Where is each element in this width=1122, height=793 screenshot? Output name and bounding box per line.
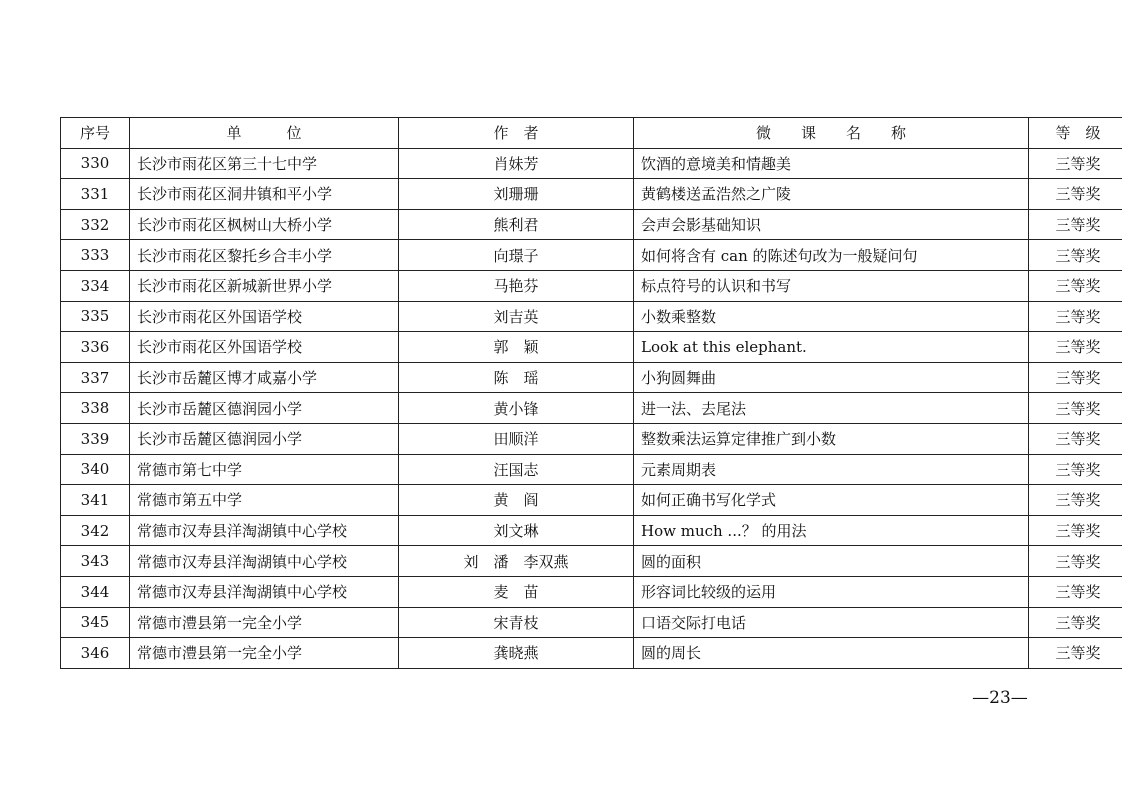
cell-title: 形容词比较级的运用 <box>634 576 1029 607</box>
cell-unit: 常德市汉寿县洋淘湖镇中心学校 <box>130 576 399 607</box>
cell-author: 刘珊珊 <box>399 179 634 210</box>
table-row <box>61 209 1122 240</box>
cell-author: 宋青枝 <box>399 607 634 638</box>
table-row <box>61 607 1122 638</box>
cell-author: 田顺洋 <box>399 423 634 454</box>
header-grade: 等 级 <box>1029 118 1122 149</box>
cell-unit: 长沙市岳麓区德润园小学 <box>130 423 399 454</box>
cell-grade: 三等奖 <box>1029 270 1122 301</box>
cell-author: 刘 潘 李双燕 <box>399 546 634 577</box>
cell-title: 标点符号的认识和书写 <box>634 270 1029 301</box>
cell-title: 会声会影基础知识 <box>634 209 1029 240</box>
cell-grade: 三等奖 <box>1029 576 1122 607</box>
table-header-row <box>61 118 1122 149</box>
cell-title: 如何正确书写化学式 <box>634 485 1029 516</box>
cell-grade: 三等奖 <box>1029 515 1122 546</box>
table-row <box>61 546 1122 577</box>
table-row <box>61 393 1122 424</box>
cell-index: 342 <box>61 515 130 546</box>
cell-author: 熊利君 <box>399 209 634 240</box>
page-number: —23— <box>972 688 1028 708</box>
cell-index: 334 <box>61 270 130 301</box>
cell-grade: 三等奖 <box>1029 423 1122 454</box>
cell-title: 圆的周长 <box>634 638 1029 669</box>
table-body <box>61 148 1122 668</box>
cell-author: 黄 阎 <box>399 485 634 516</box>
cell-unit: 长沙市雨花区第三十七中学 <box>130 148 399 179</box>
cell-author: 汪国志 <box>399 454 634 485</box>
cell-index: 346 <box>61 638 130 669</box>
cell-title: 圆的面积 <box>634 546 1029 577</box>
cell-title: 元素周期表 <box>634 454 1029 485</box>
cell-grade: 三等奖 <box>1029 546 1122 577</box>
cell-index: 336 <box>61 332 130 363</box>
cell-unit: 长沙市岳麓区德润园小学 <box>130 393 399 424</box>
table-row <box>61 270 1122 301</box>
cell-index: 343 <box>61 546 130 577</box>
cell-index: 337 <box>61 362 130 393</box>
table-row <box>61 485 1122 516</box>
cell-unit: 长沙市岳麓区博才咸嘉小学 <box>130 362 399 393</box>
cell-author: 龚晓燕 <box>399 638 634 669</box>
header-unit: 单 位 <box>130 118 399 149</box>
cell-grade: 三等奖 <box>1029 148 1122 179</box>
cell-unit: 常德市汉寿县洋淘湖镇中心学校 <box>130 546 399 577</box>
cell-author: 肖妹芳 <box>399 148 634 179</box>
cell-title: Look at this elephant. <box>634 332 1029 363</box>
cell-unit: 常德市澧县第一完全小学 <box>130 607 399 638</box>
cell-author: 黄小锋 <box>399 393 634 424</box>
table-row <box>61 332 1122 363</box>
table-row <box>61 240 1122 271</box>
cell-grade: 三等奖 <box>1029 607 1122 638</box>
cell-author: 刘文琳 <box>399 515 634 546</box>
cell-unit: 长沙市雨花区外国语学校 <box>130 301 399 332</box>
cell-index: 340 <box>61 454 130 485</box>
cell-author: 向璟子 <box>399 240 634 271</box>
cell-author: 刘吉英 <box>399 301 634 332</box>
cell-grade: 三等奖 <box>1029 179 1122 210</box>
cell-grade: 三等奖 <box>1029 209 1122 240</box>
cell-grade: 三等奖 <box>1029 454 1122 485</box>
table-row <box>61 576 1122 607</box>
cell-author: 陈 瑶 <box>399 362 634 393</box>
cell-index: 333 <box>61 240 130 271</box>
cell-title: 小数乘整数 <box>634 301 1029 332</box>
table-row <box>61 454 1122 485</box>
cell-index: 335 <box>61 301 130 332</box>
cell-unit: 长沙市雨花区黎托乡合丰小学 <box>130 240 399 271</box>
header-title: 微 课 名 称 <box>634 118 1029 149</box>
cell-grade: 三等奖 <box>1029 301 1122 332</box>
cell-index: 330 <box>61 148 130 179</box>
cell-index: 338 <box>61 393 130 424</box>
cell-index: 341 <box>61 485 130 516</box>
header-author: 作 者 <box>399 118 634 149</box>
cell-unit: 长沙市雨花区枫树山大桥小学 <box>130 209 399 240</box>
header-index: 序号 <box>61 118 130 149</box>
cell-author: 郭 颖 <box>399 332 634 363</box>
cell-author: 麦 苗 <box>399 576 634 607</box>
cell-index: 345 <box>61 607 130 638</box>
cell-title: 黄鹤楼送孟浩然之广陵 <box>634 179 1029 210</box>
cell-unit: 常德市第七中学 <box>130 454 399 485</box>
cell-title: 口语交际打电话 <box>634 607 1029 638</box>
cell-title: How much ...？ 的用法 <box>634 515 1029 546</box>
table-row <box>61 362 1122 393</box>
cell-unit: 常德市第五中学 <box>130 485 399 516</box>
cell-unit: 长沙市雨花区洞井镇和平小学 <box>130 179 399 210</box>
cell-grade: 三等奖 <box>1029 240 1122 271</box>
cell-title: 小狗圆舞曲 <box>634 362 1029 393</box>
award-table <box>60 117 1122 669</box>
cell-grade: 三等奖 <box>1029 638 1122 669</box>
cell-grade: 三等奖 <box>1029 332 1122 363</box>
table-row <box>61 515 1122 546</box>
cell-grade: 三等奖 <box>1029 485 1122 516</box>
cell-unit: 常德市澧县第一完全小学 <box>130 638 399 669</box>
table-row <box>61 148 1122 179</box>
table-row <box>61 179 1122 210</box>
cell-grade: 三等奖 <box>1029 362 1122 393</box>
cell-title: 进一法、去尾法 <box>634 393 1029 424</box>
cell-author: 马艳芬 <box>399 270 634 301</box>
cell-unit: 常德市汉寿县洋淘湖镇中心学校 <box>130 515 399 546</box>
cell-title: 如何将含有 can 的陈述句改为一般疑问句 <box>634 240 1029 271</box>
cell-unit: 长沙市雨花区新城新世界小学 <box>130 270 399 301</box>
cell-unit: 长沙市雨花区外国语学校 <box>130 332 399 363</box>
cell-index: 339 <box>61 423 130 454</box>
table-row <box>61 423 1122 454</box>
cell-grade: 三等奖 <box>1029 393 1122 424</box>
cell-title: 饮酒的意境美和情趣美 <box>634 148 1029 179</box>
cell-index: 332 <box>61 209 130 240</box>
table-row <box>61 638 1122 669</box>
cell-index: 331 <box>61 179 130 210</box>
table-row <box>61 301 1122 332</box>
cell-title: 整数乘法运算定律推广到小数 <box>634 423 1029 454</box>
cell-index: 344 <box>61 576 130 607</box>
